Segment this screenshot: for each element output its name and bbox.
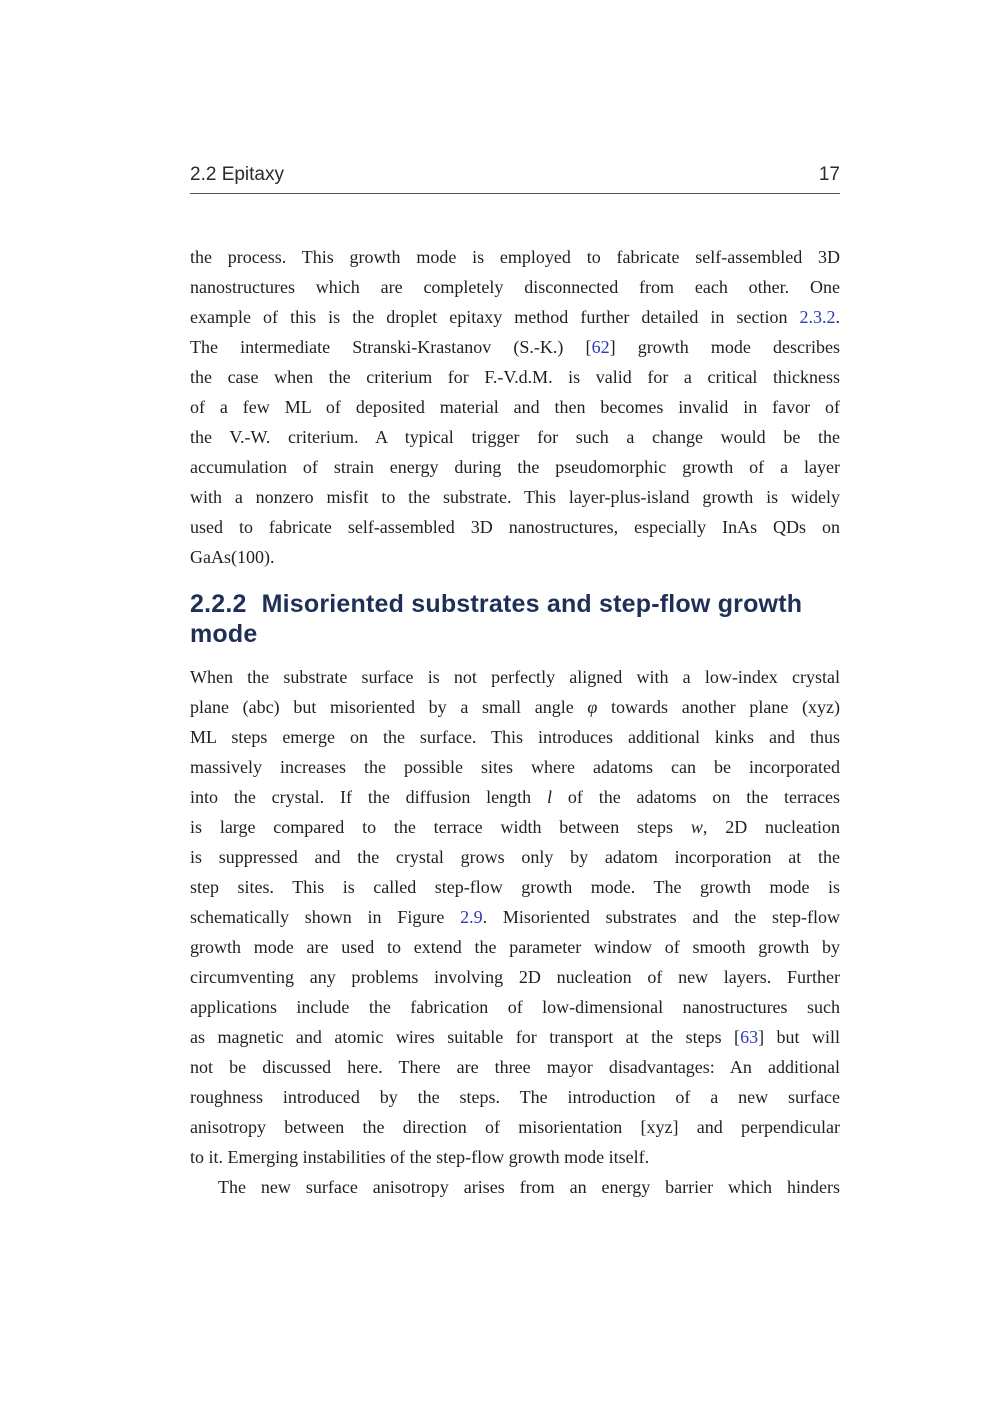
text-line [190,272,840,302]
running-header [190,164,840,194]
text-line [190,392,840,422]
text-line [190,452,840,482]
paragraph-energy-barrier [190,1172,840,1202]
text-run: is large compared to the terrace width between steps [190,817,691,837]
text-line [190,1142,840,1172]
text-run: the V.-W. criterium. A typical trigger for such a change would be the [190,427,840,447]
math-symbol: l [547,787,553,807]
text-run: When the substrate surface is not perfectly aligned with a low-index crystal [190,667,840,687]
section-heading-title: Misoriented substrates and step-flow growth mode [190,590,803,648]
text-run: anisotropy between the direction of misorientation [xyz] and perpendicular [190,1117,840,1137]
paragraph-slot-2 [190,662,840,1202]
text-line [190,782,840,812]
text-line [190,1172,840,1202]
text-run: step sites. This is called step-flow growth mode. The growth mode is [190,877,840,897]
text-line [190,812,840,842]
text-run: applications include the fabrication of low-dimensional nanostructures such [190,997,840,1017]
text-block [190,164,840,1202]
text-line [190,902,840,932]
page-number: 17 [818,164,840,185]
text-line [190,242,840,272]
math-symbol: w [690,817,703,837]
text-run: ML steps emerge on the surface. This introduces additional kinks and thus [190,727,840,747]
text-run: circumventing any problems involving 2D nucleation of new layers. Further [190,967,840,987]
text-run: , 2D nucleation [702,817,840,837]
text-line [190,992,840,1022]
text-line [190,302,840,332]
text-run: plane (abc) but misoriented by a small angle [190,697,588,717]
citation-ref-link[interactable]: 63 [740,1027,759,1047]
section-heading [190,589,840,649]
text-line [190,1022,840,1052]
section-ref-link[interactable]: 2.3.2 [799,307,836,327]
text-run: ] growth mode describes [609,337,841,357]
text-run: . [835,307,840,327]
text-line [190,842,840,872]
text-run: massively increases the possible sites where adatoms can be incorporated [190,757,840,777]
text-run: is suppressed and the crystal grows only by adatom incorporation at the [190,847,840,867]
text-run: as magnetic and atomic wires suitable for transport at the steps [ [190,1027,741,1047]
text-line [190,692,840,722]
text-run: example of this is the droplet epitaxy method further detailed in section [190,307,800,327]
text-run: The new surface anisotropy arises from an energy barrier which hinders [218,1177,840,1197]
text-line [190,1052,840,1082]
citation-ref-link[interactable]: 62 [591,337,610,357]
text-line [190,482,840,512]
figure-ref-link[interactable]: 2.9 [460,907,483,927]
text-line [190,752,840,782]
page-body [190,242,840,1202]
text-run: roughness introduced by the steps. The introduction of a new surface [190,1087,840,1107]
math-symbol: φ [587,697,598,717]
text-run: accumulation of strain energy during the pseudomorphic growth of a layer [190,457,840,477]
text-run: the case when the criterium for F.-V.d.M. is valid for a critical thickness [190,367,840,387]
text-line [190,932,840,962]
text-run: with a nonzero misfit to the substrate. This layer-plus-island growth is widely [190,487,840,507]
text-run: ] but will [758,1027,841,1047]
text-run: used to fabricate self-assembled 3D nanostructures, especially InAs QDs on [190,517,840,537]
text-run: growth mode are used to extend the parameter window of smooth growth by [190,937,840,957]
text-line [190,332,840,362]
text-line [190,1082,840,1112]
text-line [190,722,840,752]
text-run: of a few ML of deposited material and then becomes invalid in favor of [190,397,840,417]
text-line [190,512,840,542]
paragraph-slot-1 [190,242,840,572]
text-line [190,872,840,902]
text-run: towards another plane (xyz) [597,697,840,717]
text-run: to it. Emerging instabilities of the step-flow growth mode itself. [190,1147,650,1167]
text-run: schematically shown in Figure [190,907,461,927]
text-line [190,662,840,692]
text-line [190,362,840,392]
paragraph-misoriented-substrates [190,662,840,1172]
text-run: not be discussed here. There are three mayor disadvantages: An additional [190,1057,840,1077]
text-line [190,1112,840,1142]
text-line [190,542,840,572]
text-run: . Misoriented substrates and the step-flow [482,907,840,927]
paragraph-growth-modes [190,242,840,572]
text-run: nanostructures which are completely disconnected from each other. One [190,277,840,297]
text-run: into the crystal. If the diffusion length [190,787,548,807]
text-run: GaAs(100). [190,547,275,567]
text-line [190,962,840,992]
text-run: the process. This growth mode is employed to fabricate self-assembled 3D [190,247,840,267]
text-run: of the adatoms on the terraces [552,787,840,807]
section-heading-number: 2.2.2 [190,590,247,618]
text-line [190,422,840,452]
text-run: The intermediate Stranski-Krastanov (S.-K.) [ [190,337,592,357]
header-section-label: 2.2 Epitaxy [190,164,284,185]
